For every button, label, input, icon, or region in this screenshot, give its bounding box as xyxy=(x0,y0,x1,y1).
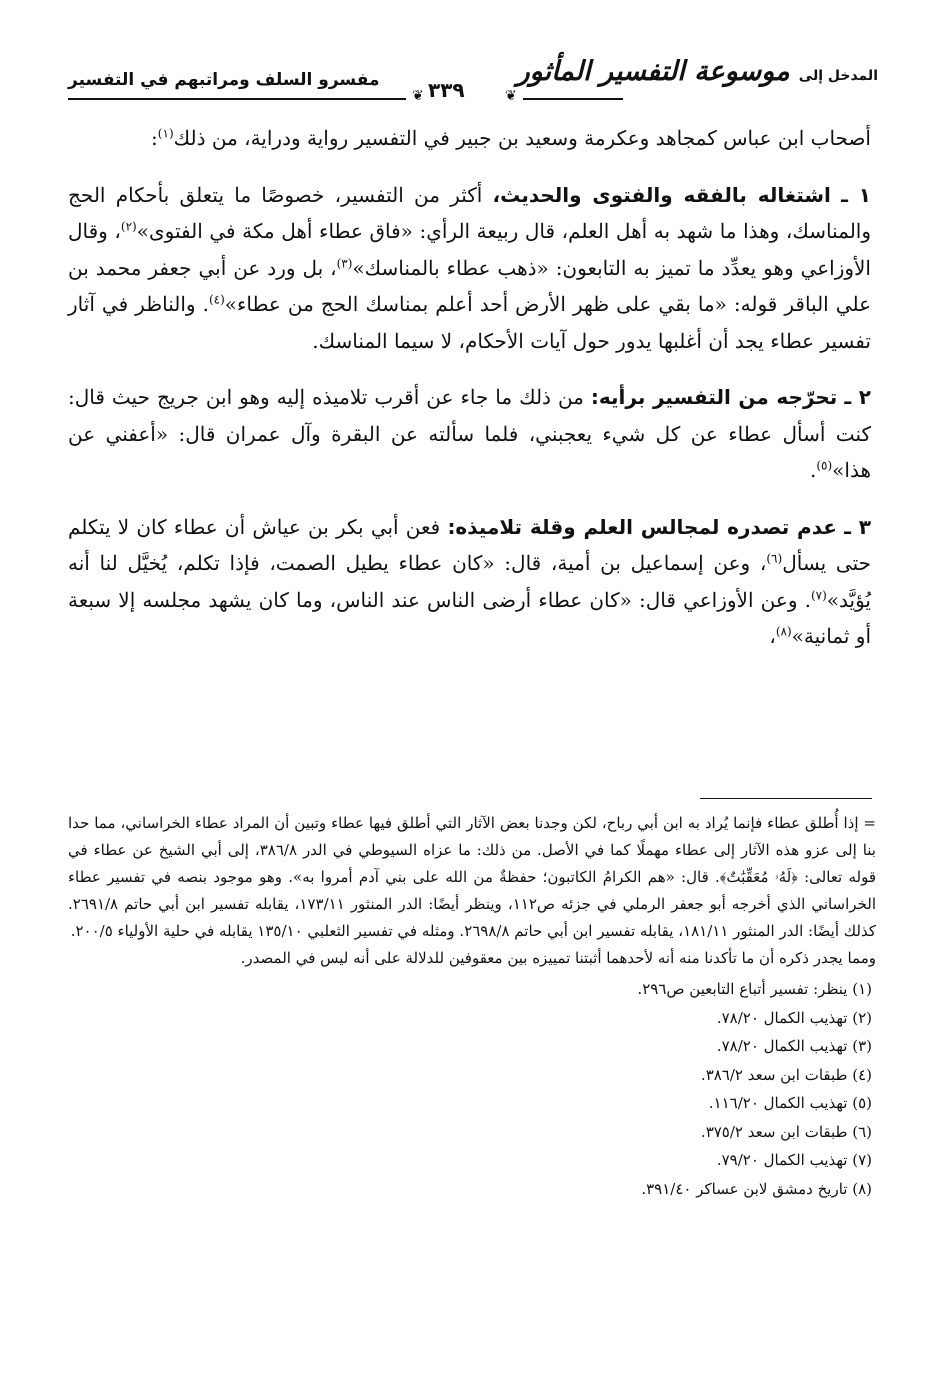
footnote-item: (٨) تاريخ دمشق لابن عساكر ٣٩١/٤٠. xyxy=(641,1179,872,1198)
main-text xyxy=(68,120,871,675)
footnote-ref: (١) xyxy=(157,126,174,141)
footnote-ref: (٤) xyxy=(208,292,225,307)
intro-end: : xyxy=(151,126,158,150)
item-number: ١ ـ xyxy=(841,182,872,207)
item-text: ، xyxy=(769,624,776,648)
item-text: ، وعن إسماعيل بن أمية، قال: «كان عطاء يطيل الصمت، فإذا تكلم، يُخيَّل لنا أنه يُؤيَّد» xyxy=(68,551,871,612)
item-heading: عدم تصدره لمجالس العلم وقلة تلاميذه: xyxy=(447,514,837,539)
footnote-ref: (٧) xyxy=(810,587,827,602)
footnote-ref: (٢) xyxy=(120,219,137,234)
ornament-icon: ❦ xyxy=(505,88,517,104)
footnote-list xyxy=(68,975,876,1203)
item-heading: تحرّجه من التفسير برأيه: xyxy=(590,385,838,409)
footnote-item: (٢) تهذيب الكمال ٧٨/٢٠. xyxy=(716,1008,872,1027)
book-title-prefix: المدخل إلى xyxy=(798,68,878,84)
chapter-title: مفسرو السلف ومراتبهم في التفسير xyxy=(68,70,380,90)
list-item-3 xyxy=(68,509,871,655)
footnote-note: ومما يجدر ذكره أن ما تأكدنا منه أنه لأحدهما أثبتنا تمييزه بين معقوفين للدلالة على أنه ليس في المصدر. xyxy=(240,949,876,967)
book-title-logo xyxy=(517,56,878,87)
item-text: أكثر من التفسير، خصوصًا ما يتعلق بأحكام الحج والمناسك، وهذا ما شهد به أهل العلم، قال ربيعة الرأي: «فاق عطاء أهل مكة في الفتوى» xyxy=(68,182,871,243)
footnote-continuation: = إذا أُطلق عطاء فإنما يُراد به ابن أبي رباح، لكن وجدنا بعض الآثار التي أطلق فيها عطاء وتبين أن المراد عطاء الخراساني، مما حدا بنا إلى عزو هذه الآثار إلى عطاء مهملًا كما في الأصل. من ذلك: ما عزاه السيوطي في الدر ٣٨٦/٨، إلى أبي الشيخ عن عطاء في قوله تعالى: ﴿لَهُۥ مُعَقِّبَٰتٌ﴾. قال: «هم الكرامُ الكاتبون؛ حفظةٌ من الله على بني آدم أمروا به». وهو موجود بنصه في تفسير عطاء الخراساني الذي أخرجه أبو جعفر الرملي في جزئه ص١١٢، وينظر أيضًا: الدر المنثور ١٧٣/١١، يقابله تفسير ابن أبي حاتم ٢٦٩١/٨. كذلك أيضًا: الدر المنثور ١٨١/١١، يقابله تفسير ابن أبي حاتم ٢٦٩٨/٨. ومثله في تفسير الثعلبي ١٣٥/١٠ يقابله في حلية الأولياء ٢٠٠/٥. xyxy=(68,814,876,940)
footnotes xyxy=(68,810,876,1203)
footnote-item: (١) ينظر: تفسير أتباع التابعين ص٢٩٦. xyxy=(637,980,872,998)
footnote-ref: (٦) xyxy=(766,551,783,566)
list-item-2 xyxy=(68,379,871,489)
item-text: . والناظر في آثار تفسير عطاء يجد أن أغلبها يدور حول آيات الأحكام، لا سيما المناسك. xyxy=(68,292,871,353)
item-number: ٢ ـ xyxy=(844,385,871,409)
footnote-ref: (٣) xyxy=(336,255,353,270)
footnote-item: (٥) تهذيب الكمال ١١٦/٢٠. xyxy=(708,1094,872,1112)
footnote-item: (٧) تهذيب الكمال ٧٩/٢٠. xyxy=(716,1151,872,1169)
header-rule-left xyxy=(68,98,406,100)
footnote-item: (٤) طبقات ابن سعد ٣٨٦/٢. xyxy=(700,1065,872,1084)
item-text: ، بل ورد عن أبي جعفر محمد بن علي الباقر قوله: «ما بقي على ظهر الأرض أحد أعلم بمناسك الحج من عطاء» xyxy=(68,255,871,316)
item-text: فعن أبي بكر بن عياش أن عطاء كان لا يتكلم حتى يسأل xyxy=(68,514,871,575)
footnote-item: (٦) طبقات ابن سعد ٣٧٥/٢. xyxy=(700,1122,872,1141)
book-title: موسوعة التفسير المأثور xyxy=(516,56,790,87)
item-text: . xyxy=(809,458,817,482)
page-number: ٣٣٩ xyxy=(428,78,465,102)
footnote-ref: (٨) xyxy=(775,624,792,639)
item-text: من ذلك ما جاء عن أقرب تلاميذه إليه وهو ابن جريج حيث قال: كنت أسأل عطاء عن كل شيء يعجبني، فلما سألته عن البقرة وآل عمران قال: «أعفني عن هذا» xyxy=(68,385,871,482)
list-item-1 xyxy=(68,177,871,360)
intro-text: أصحاب ابن عباس كمجاهد وعكرمة وسعيد بن جبير في التفسير رواية ودراية، من ذلك xyxy=(173,126,871,150)
ornament-icon: ❦ xyxy=(412,88,424,104)
item-heading: اشتغاله بالفقه والفتوى والحديث، xyxy=(492,182,831,207)
footnote-ref: (٥) xyxy=(816,458,833,473)
intro-paragraph xyxy=(68,120,871,157)
footnote-separator xyxy=(700,798,872,799)
footnote-item: (٣) تهذيب الكمال ٧٨/٢٠. xyxy=(716,1037,872,1055)
running-header xyxy=(68,52,878,102)
item-number: ٣ ـ xyxy=(844,514,871,539)
header-rule-right xyxy=(523,98,623,100)
item-text: . وعن الأوزاعي قال: «كان عطاء أرضى الناس عند الناس، وما كان يشهد مجلسه إلا سبعة أو ثمانية» xyxy=(68,587,871,648)
item-text: ، وقال الأوزاعي وهو يعدِّد ما تميز به التابعون: «ذهب عطاء بالمناسك» xyxy=(68,219,871,280)
